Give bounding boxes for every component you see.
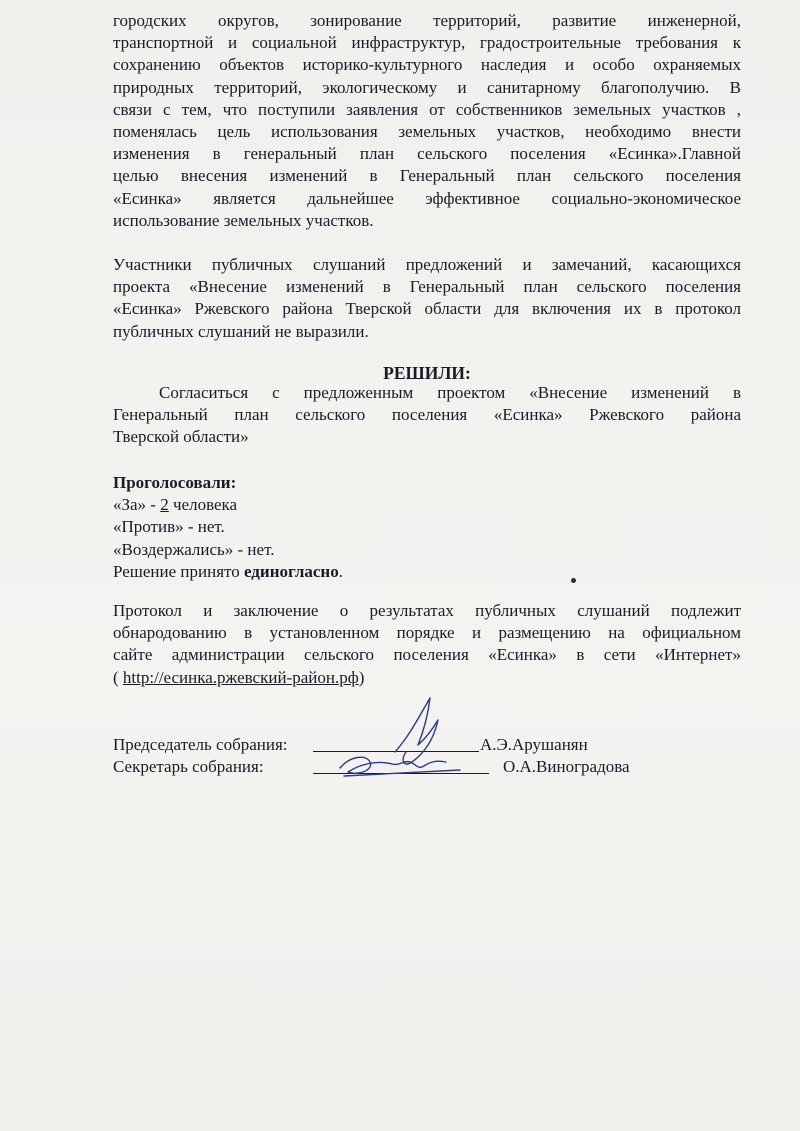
votes-block — [113, 472, 741, 583]
text-line: природных территорий, экологическому и санитарному благополучию. В — [113, 77, 741, 97]
vote-for — [113, 494, 741, 516]
text-line: транспортной и социальной инфраструктур, градостроительные требования к — [113, 33, 741, 53]
text-line: публичных слушаний не выразили. — [113, 321, 369, 341]
vote-for-suffix: человека — [168, 495, 238, 515]
secretary-label: Секретарь собрания: — [113, 757, 264, 776]
text-line: поменялась цель использования земельных участков, необходимо внести — [113, 122, 741, 142]
handwritten-signatures — [300, 690, 500, 790]
text-line: связи с тем, что поступили заявления от собственников земельных участков , — [113, 99, 741, 119]
text-line: Участники публичных слушаний предложений и замечаний, касающихся — [113, 255, 741, 274]
paragraph-publication — [113, 600, 741, 689]
text-line: использование земельных участков. — [113, 210, 374, 230]
link-paren-open: ( — [113, 667, 123, 687]
link-paren-close: ) — [358, 667, 365, 687]
text-line: Тверской области» — [113, 427, 249, 447]
chair-signature-stroke — [395, 698, 438, 764]
vote-abstained: «Воздержались» - нет. — [113, 539, 275, 559]
section-heading-resolved: РЕШИЛИ: — [383, 363, 471, 383]
text-line: сохранению объектов историко-культурного наследия и особо охраняемых — [113, 55, 741, 75]
decision-suffix: . — [338, 561, 343, 581]
website-link[interactable]: http://есинка.ржевский-район.рф — [122, 667, 359, 687]
chair-name: А.Э.Арушанян — [480, 735, 588, 754]
vote-for-label: «За» - — [113, 495, 161, 515]
chair-label: Председатель собрания: — [113, 735, 288, 754]
text-line: Генеральный план сельского поселения «Есинка» Ржевского района — [113, 405, 741, 425]
text-line: целью внесения изменений в Генеральный план сельского поселения — [113, 166, 741, 186]
decision-prefix: Решение принято — [113, 561, 244, 581]
text-line: сайте администрации сельского поселения «Есинка» в сети «Интернет» — [113, 645, 741, 665]
text-line: «Есинка» является дальнейшее эффективное социально-экономическое — [113, 188, 741, 208]
secretary-name: О.А.Виноградова — [503, 757, 630, 776]
text-line: изменения в генеральный план сельского поселения «Есинка».Главной — [113, 144, 741, 164]
text-line: обнародованию в установленном порядке и размещению на официальном — [113, 623, 741, 643]
paragraph-resolution — [113, 382, 741, 449]
text-line: городских округов, зонирование территорий, развитие инженерной, — [113, 11, 741, 30]
votes-title: Проголосовали: — [113, 473, 237, 492]
text-line: Протокол и заключение о результатах публичных слушаний подлежит — [113, 601, 741, 620]
vote-against: «Против» - нет. — [113, 517, 225, 537]
text-line: «Есинка» Ржевского района Тверской области для включения их в протокол — [113, 299, 741, 319]
vote-for-count: 2 — [160, 495, 169, 515]
decision-unanimous: единогласно — [243, 561, 339, 581]
ink-speck — [571, 578, 576, 583]
decision-line — [113, 561, 741, 583]
paragraph-participants — [113, 254, 741, 343]
text-line — [113, 667, 741, 689]
text-line: Согласиться с предложенным проектом «Внесение изменений в — [159, 383, 741, 402]
paragraph-general-plan — [113, 10, 741, 232]
text-line: проекта «Внесение изменений в Генеральный план сельского поселения — [113, 277, 741, 297]
